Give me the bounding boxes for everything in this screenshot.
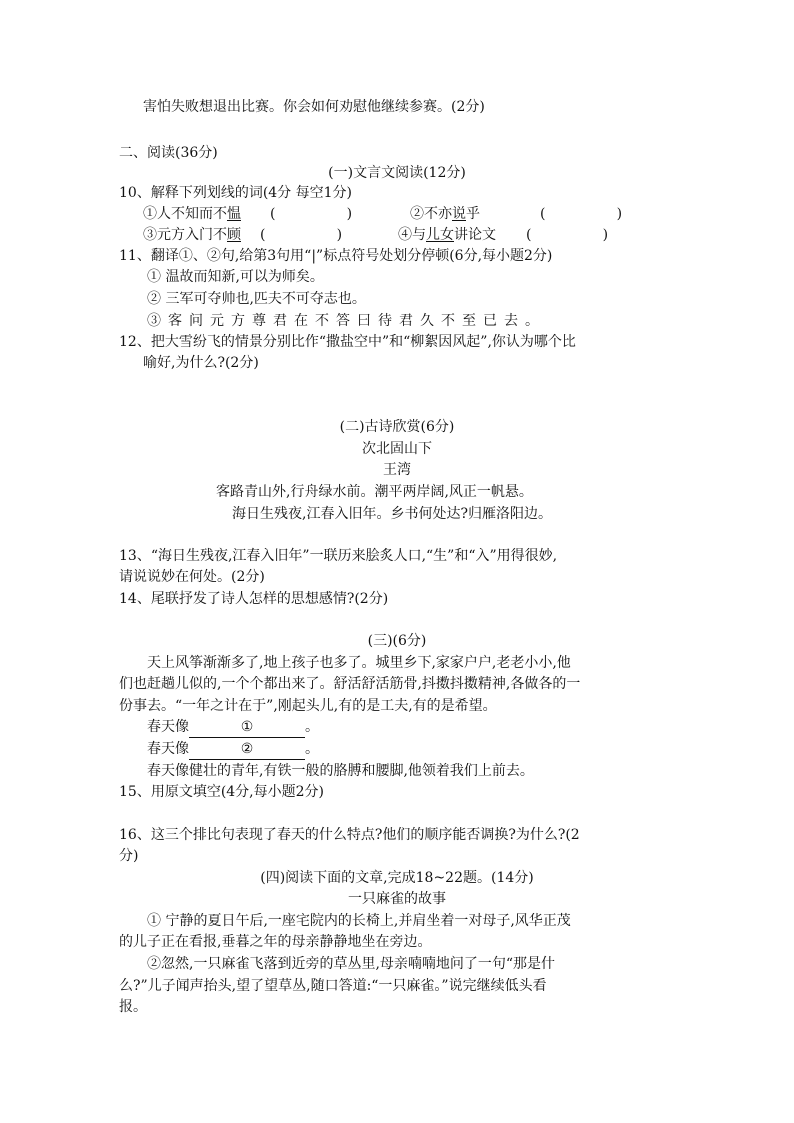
q10-item-4: ④与儿女讲论文 bbox=[398, 227, 496, 243]
q11-sentence-1: ① 温故而知新,可以为师矣。 bbox=[147, 269, 324, 285]
q11-sentence-3: ③客问元方尊君在不答曰待君久不至已去。 bbox=[147, 313, 546, 329]
q14: 14、尾联抒发了诗人怎样的思想感情?(2分) bbox=[119, 591, 389, 607]
q16-line-2: 分) bbox=[119, 848, 139, 864]
story-line-3: ②忽然,一只麻雀飞落到近旁的草丛里,母亲喃喃地问了一句“那是什 bbox=[147, 956, 556, 972]
story-line-2: 的儿子正在看报,垂暮之年的母亲静静地坐在旁边。 bbox=[119, 934, 432, 950]
story-line-4: 么?”儿子闻声抬头,望了望草丛,随口答道:“一只麻雀。”说完继续低头看 bbox=[119, 978, 547, 994]
q10-item-3: ③元方入门不顾 bbox=[143, 227, 241, 243]
part4-title: (四)阅读下面的文章,完成18~22题。(14分) bbox=[260, 870, 534, 886]
q11-stem: 11、翻译①、②句,给第3句用“|”标点符号处划分停顿(6分,每小题2分) bbox=[119, 248, 553, 264]
part1-title: (一)文言文阅读(12分) bbox=[328, 165, 466, 181]
section-title: 二、阅读(36分) bbox=[119, 145, 218, 161]
passage-line-4: 春天像健壮的青年,有铁一般的胳膊和腰脚,他领着我们上前去。 bbox=[147, 763, 534, 779]
poem-line-1: 客路青山外,行舟绿水前。潮平两岸阔,风正一帆悬。 bbox=[216, 484, 533, 500]
underlined-word: 儿女 bbox=[426, 227, 454, 243]
answer-paren: ( ) bbox=[540, 206, 623, 222]
answer-paren: ( ) bbox=[526, 227, 609, 243]
answer-paren: ( ) bbox=[270, 206, 353, 222]
blank-line: ② bbox=[189, 739, 305, 760]
poem-title: 次北固山下 bbox=[362, 441, 432, 457]
underlined-word: 顾 bbox=[227, 227, 241, 243]
story-line-5: 报。 bbox=[119, 999, 147, 1015]
underlined-word: 愠 bbox=[227, 206, 241, 222]
story-line-1: ① 宁静的夏日午后,一座宅院内的长椅上,并肩坐着一对母子,风华正茂 bbox=[147, 913, 571, 929]
q12-line-2: 喻好,为什么?(2分) bbox=[143, 355, 259, 371]
q10-item-1: ①人不知而不愠 bbox=[143, 206, 241, 222]
q15: 15、用原文填空(4分,每小题2分) bbox=[119, 784, 325, 800]
poem-line-2: 海日生残夜,江春入旧年。乡书何处达?归雁洛阳边。 bbox=[232, 506, 552, 522]
blank-line: ① bbox=[189, 717, 305, 738]
q13-line-2: 请说说妙在何处。(2分) bbox=[119, 569, 265, 585]
part3-title: (三)(6分) bbox=[367, 633, 427, 649]
fill-blank-2: 春天像 ② 。 bbox=[147, 739, 319, 760]
passage-line-2: 们也赶趟儿似的,一个个都出来了。舒活舒活筋骨,抖擞抖擞精神,各做各的一 bbox=[119, 676, 581, 692]
answer-paren: ( ) bbox=[260, 227, 343, 243]
q10-stem: 10、解释下列划线的词(4分 每空1分) bbox=[119, 185, 353, 201]
passage-line-1: 天上风筝渐渐多了,地上孩子也多了。城里乡下,家家户户,老老小小,他 bbox=[147, 655, 571, 671]
question-continuation: 害怕失败想退出比赛。你会如何劝慰他继续参赛。(2分) bbox=[143, 99, 485, 115]
underlined-word: 说 bbox=[452, 206, 466, 222]
story-title: 一只麻雀的故事 bbox=[348, 891, 446, 907]
part2-title: (二)古诗欣赏(6分) bbox=[339, 419, 455, 435]
q11-sentence-2: ② 三军可夺帅也,匹夫不可夺志也。 bbox=[147, 291, 366, 307]
fill-blank-1: 春天像 ① 。 bbox=[147, 717, 319, 738]
q10-item-2: ②不亦说乎 bbox=[410, 206, 480, 222]
q16-line-1: 16、这三个排比句表现了春天的什么特点?他们的顺序能否调换?为什么?(2 bbox=[119, 827, 580, 843]
q13-line-1: 13、“海日生残夜,江春入旧年”一联历来脍炙人口,“生”和“入”用得很妙, bbox=[119, 548, 558, 564]
q12-line-1: 12、把大雪纷飞的情景分别比作“撒盐空中”和“柳絮因风起”,你认为哪个比 bbox=[119, 334, 576, 350]
poet-name: 王湾 bbox=[383, 462, 411, 478]
passage-line-3: 份事去。“一年之计在于”,刚起头儿,有的是工夫,有的是希望。 bbox=[119, 698, 497, 714]
